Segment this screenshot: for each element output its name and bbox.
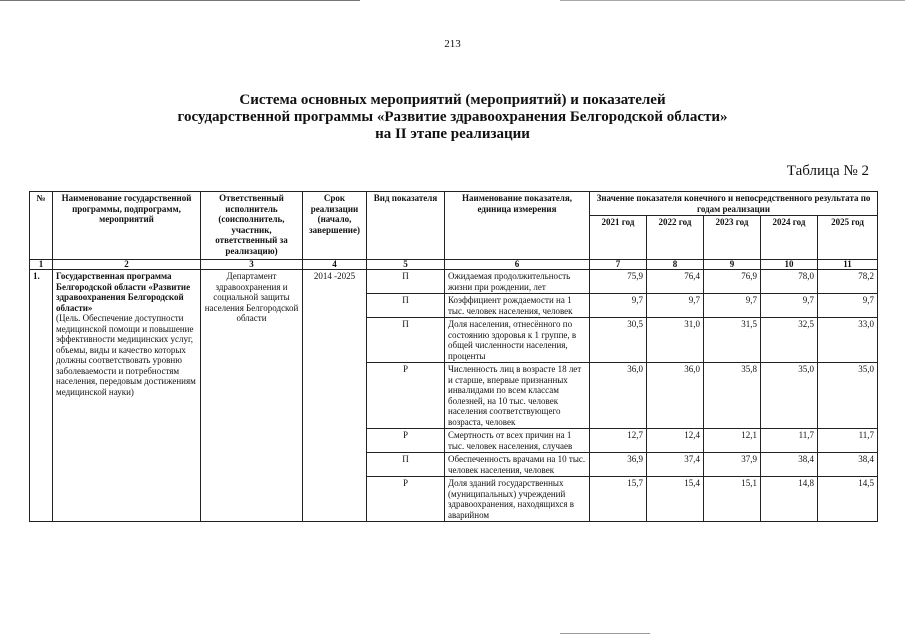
header-year-2021: 2021 год	[590, 216, 647, 260]
header-values-group: Значение показателя конечного и непосредственного результата по годам реализации	[590, 192, 878, 216]
header-name: Наименование государственной программы, подпрограмм, мероприятий	[53, 192, 201, 260]
value-2024: 9,7	[761, 294, 818, 318]
indicator-name: Численность лиц в возрасте 18 лет и старше, впервые признанных инвалидами по всем классам болезней, на 10 тыс. человек населения соответствующего возраста, человек	[445, 363, 590, 429]
column-number: 6	[445, 260, 590, 270]
title-line-3: на II этапе реализации	[375, 126, 530, 142]
value-2022: 12,4	[647, 429, 704, 453]
header-row	[30, 192, 878, 216]
table-row	[30, 270, 878, 294]
value-2021: 36,9	[590, 453, 647, 477]
value-2023: 9,7	[704, 294, 761, 318]
value-2025: 11,7	[818, 429, 878, 453]
indicator-name: Ожидаемая продолжительность жизни при рождении, лет	[445, 270, 590, 294]
scan-artifact-bottom	[560, 633, 650, 634]
value-2022: 31,0	[647, 318, 704, 363]
header-no: №	[30, 192, 53, 260]
program-name: Государственная программа Белгородской области «Развитие здравоохранения Белгородской области»	[56, 271, 191, 313]
program-number: 1.	[30, 270, 53, 522]
column-number: 8	[647, 260, 704, 270]
header-year-2024: 2024 год	[761, 216, 818, 260]
table-label: Таблица № 2	[786, 163, 869, 179]
indicator-type: Р	[367, 429, 445, 453]
value-2023: 31,5	[704, 318, 761, 363]
indicator-name: Обеспеченность врачами на 10 тыс. человек населения, человек	[445, 453, 590, 477]
program-term: 2014 -2025	[303, 270, 367, 522]
program-name-cell	[53, 270, 201, 522]
value-2024: 38,4	[761, 453, 818, 477]
header-indicator-name: Наименование показателя, единица измерения	[445, 192, 590, 260]
document-title	[0, 92, 905, 143]
value-2025: 38,4	[818, 453, 878, 477]
column-number: 11	[818, 260, 878, 270]
value-2022: 15,4	[647, 477, 704, 522]
value-2021: 12,7	[590, 429, 647, 453]
value-2023: 35,8	[704, 363, 761, 429]
indicator-type: П	[367, 270, 445, 294]
indicator-name: Доля зданий государственных (муниципальных) учреждений здравоохранения, находящихся в аварийном	[445, 477, 590, 522]
value-2023: 12,1	[704, 429, 761, 453]
scan-artifact-top	[0, 0, 360, 1]
indicator-name: Доля населения, отнесённого по состоянию здоровья к 1 группе, в общей численности населения, проценты	[445, 318, 590, 363]
indicator-type: Р	[367, 477, 445, 522]
column-number: 7	[590, 260, 647, 270]
header-executor: Ответственный исполнитель (соисполнитель, участник, ответственный за реализацию)	[201, 192, 303, 260]
column-number: 3	[201, 260, 303, 270]
value-2024: 14,8	[761, 477, 818, 522]
value-2025: 14,5	[818, 477, 878, 522]
column-numbers-row	[30, 260, 878, 270]
column-number: 9	[704, 260, 761, 270]
value-2021: 15,7	[590, 477, 647, 522]
indicator-type: П	[367, 318, 445, 363]
page-number: 213	[444, 38, 461, 50]
value-2023: 15,1	[704, 477, 761, 522]
value-2021: 75,9	[590, 270, 647, 294]
column-number: 10	[761, 260, 818, 270]
header-year-2023: 2023 год	[704, 216, 761, 260]
header-year-2025: 2025 год	[818, 216, 878, 260]
value-2024: 78,0	[761, 270, 818, 294]
value-2023: 37,9	[704, 453, 761, 477]
value-2022: 36,0	[647, 363, 704, 429]
value-2024: 32,5	[761, 318, 818, 363]
value-2022: 76,4	[647, 270, 704, 294]
header-year-2022: 2022 год	[647, 216, 704, 260]
column-number: 2	[53, 260, 201, 270]
value-2023: 76,9	[704, 270, 761, 294]
value-2024: 11,7	[761, 429, 818, 453]
column-number: 4	[303, 260, 367, 270]
program-goal: (Цель. Обеспечение доступности медицинской помощи и повышение эффективности медицинских услуг, объемы, виды и качество которых должны соответствовать уровню заболеваемости и потребностям населения, передовым достижениям медицинской науки)	[56, 313, 196, 397]
header-indicator-type: Вид показателя	[367, 192, 445, 260]
value-2025: 78,2	[818, 270, 878, 294]
indicator-type: Р	[367, 363, 445, 429]
header-term: Срок реализации (начало, завершение)	[303, 192, 367, 260]
title-line-2: государственной программы «Развитие здравоохранения Белгородской области»	[177, 109, 728, 125]
value-2022: 9,7	[647, 294, 704, 318]
value-2025: 9,7	[818, 294, 878, 318]
title-line-1: Система основных мероприятий (мероприятий) и показателей	[239, 92, 666, 108]
value-2021: 9,7	[590, 294, 647, 318]
program-executor: Департамент здравоохранения и социальной защиты населения Белгородской области	[201, 270, 303, 522]
value-2025: 35,0	[818, 363, 878, 429]
value-2024: 35,0	[761, 363, 818, 429]
indicator-name: Коэффициент рождаемости на 1 тыс. человек населения, человек	[445, 294, 590, 318]
column-number: 5	[367, 260, 445, 270]
value-2021: 36,0	[590, 363, 647, 429]
value-2021: 30,5	[590, 318, 647, 363]
value-2025: 33,0	[818, 318, 878, 363]
scan-artifact-top-right	[560, 0, 905, 1]
value-2022: 37,4	[647, 453, 704, 477]
indicators-table	[29, 191, 878, 522]
indicator-type: П	[367, 294, 445, 318]
indicator-type: П	[367, 453, 445, 477]
column-number: 1	[30, 260, 53, 270]
indicator-name: Смертность от всех причин на 1 тыс. человек населения, случаев	[445, 429, 590, 453]
